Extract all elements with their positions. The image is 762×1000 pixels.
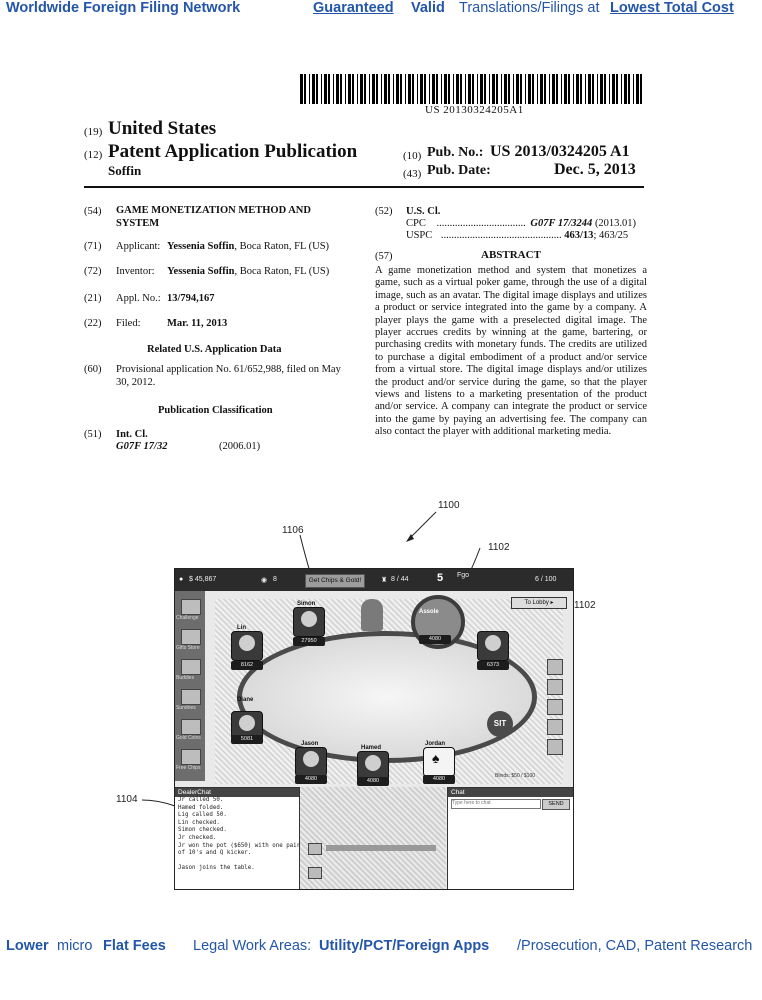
avatar [239,635,255,651]
banner-mid-text: Translations/Filings at [459,0,600,16]
dealer-line: Simon checked. [178,827,227,834]
chips-jason: 4080 [295,775,327,784]
pub-no: US 2013/0324205 A1 [490,143,630,160]
left-item-2: Buddies [176,675,195,681]
appl-number: 13/794,167 [167,293,215,304]
banner-legal: Legal Work Areas: [193,938,312,954]
emoticon-icon[interactable] [308,843,322,855]
free-chips-icon[interactable] [181,749,201,765]
banner-lower: Lower [6,938,49,954]
applicant-label: Applicant: [116,241,161,252]
left-item-3: Sundries [176,705,196,711]
sound-icon[interactable] [308,867,322,879]
game-top-bar [175,569,573,591]
code-72: (72) [84,266,102,277]
dealer-line: of 10's and Q kicker. [178,850,252,857]
sundries-icon[interactable] [181,689,201,705]
title-line-1: GAME MONETIZATION METHOD AND [116,205,311,216]
player-name-simon: Simon [297,601,316,607]
slider-track[interactable] [326,845,436,851]
code-51: (51) [84,429,102,440]
right-icon-2[interactable] [547,679,563,695]
applicant-location: , Boca Raton, FL (US) [234,241,330,252]
cpc-year: (2013.01) [594,218,637,229]
cpc-dots: .................................. [436,218,526,229]
code-21: (21) [84,293,102,304]
ref-1106: 1106 [282,525,304,536]
chat-title: Chat [448,788,574,797]
code-22: (22) [84,318,102,329]
title-line-2: SYSTEM [116,218,160,229]
provisional-line-2: 30, 2012. [116,377,156,388]
gold-coins-icon[interactable] [181,719,201,735]
poker-game-screenshot [174,568,574,890]
leader-1106 [300,535,310,572]
provisional-line-1: Provisional application No. 61/652,988, filed on May [116,364,341,375]
seat-right[interactable] [477,631,509,661]
left-item-1: Gifts Store [176,645,200,651]
appl-label: Appl. No.: [116,293,161,304]
banner-rest: /Prosecution, CAD, Patent Research [517,938,753,954]
balance: $ 45,867 [189,576,217,583]
banner-network: Worldwide Foreign Filing Network [6,0,241,16]
dealer-line: Jr checked. [178,834,217,841]
country: United States [108,118,217,139]
code-19: (19) [84,126,103,138]
pub-no-label: Pub. No.: [427,145,484,160]
right-icon-3[interactable] [547,699,563,715]
uscl-label: U.S. Cl. [406,206,441,217]
pubclass-heading: Publication Classification [158,405,273,416]
sit-button[interactable]: SIT [487,711,513,737]
player-name-jason: Jason [301,741,319,747]
dealer-line [175,858,299,866]
get-chips-button[interactable]: Get Chips & Gold! [305,574,365,588]
leader-1100 [408,512,436,540]
left-item-4: Gold Coins [176,735,201,741]
abstract-heading: ABSTRACT [481,249,541,261]
game-controls-panel [300,787,446,889]
uspc-dots: .............................................. [440,230,562,241]
chips-jordan: 4080 [423,775,455,784]
dealer-line: Jr called 50. [178,797,224,803]
inventor-label: Inventor: [116,266,155,277]
avatar [365,755,381,771]
chips-assole: 4080 [419,635,451,644]
seat-jason[interactable] [295,747,327,777]
code-12: (12) [84,149,103,161]
trophy-icon: ♜ [381,577,388,584]
chips-diane: 5081 [231,735,263,744]
filed-date: Mar. 11, 2013 [167,318,228,329]
cpc-label: CPC [406,218,426,229]
code-57: (57) [375,251,393,262]
gold-icon: ◉ [261,577,268,584]
chips-lin: 8162 [231,661,263,670]
player-name-hamed: Hamed [361,745,382,751]
gift-icon[interactable] [547,739,563,755]
ref-1102b: 1102 [574,600,596,611]
filed-label: Filed: [116,318,141,329]
dealer-line: Jason joins the table. [178,865,255,872]
banner-guaranteed[interactable]: Guaranteed [313,0,394,16]
avatar [301,611,317,627]
to-lobby-button[interactable]: To Lobby ▸ [511,597,567,609]
intcl-label: Int. Cl. [116,429,148,440]
ref-1102a: 1102 [488,542,510,553]
dealer-line: Hamed folded. [178,804,224,811]
code-71: (71) [84,241,102,252]
left-item-0: Challenge [176,615,199,621]
chat-input[interactable]: Type here to chat [451,799,541,809]
right-icon-4[interactable] [547,719,563,735]
applicant-name: Yessenia Soffin [166,241,235,252]
intcl-year: (2006.01) [219,441,261,452]
uspc-rest: ; 463/25 [593,230,629,241]
cpc-code: G07F 17/3244 [530,218,593,229]
player-name-lin: Lin [237,625,246,631]
level-number: 5 [437,572,444,584]
credits: 8 [273,576,277,583]
blinds-info: Blinds: $50 / $100 [495,773,536,779]
dealer-chat-panel [175,787,300,890]
top-player-name: Fgo [457,572,470,579]
publication-type: Patent Application Publication [108,141,358,162]
avatar [303,751,319,767]
inventor-name: Yessenia Soffin [167,266,235,277]
barcode-number: US 20130324205A1 [425,104,524,116]
dealer-avatar [361,599,383,631]
seat-simon[interactable] [293,607,325,637]
coin-icon: ● [179,576,184,583]
bottom-banner [0,938,762,960]
chips-right: 6373 [477,661,509,670]
send-button[interactable]: SEND [542,799,570,810]
banner-valid: Valid [411,0,445,16]
inventor-location: , Boca Raton, FL (US) [234,266,330,277]
pub-date: Dec. 5, 2013 [554,161,636,178]
gifts-store-icon[interactable] [181,629,201,645]
inventor-surname: Soffin [108,163,142,178]
avatar [239,715,255,731]
player-name-diane: Diane [237,697,254,703]
avatar [485,635,501,651]
related-heading: Related U.S. Application Data [147,344,282,355]
player-name-assole: Assole [419,609,439,615]
dealer-line: Lig called 50. [178,812,227,819]
uspc-label: USPC [406,230,433,241]
code-52: (52) [375,206,393,217]
abstract-text: A game monetization method and system that monetizes a game, such as a virtual poker game, through the use of a digital image, such as an avatar. The digital image displays and utilizes a product or service integrated into the game by a company. A player plays the game with a preselected digital image. The player accrues credits by winning at the game, bartering, or purchasing credits with monetary funds. The credits are utilized to purchase a digital embodiment of a product and/or service from a virtual store. The digital image displays and/or utilizes the product and/or service during the game, so that the player views and listens to a marketing presentation of the product and/or service. A company can integrate the product or service into the game by paying an advertising fee. The company can also contact the player with additional marketing media. [375,265,647,438]
uspc-code: 463/13 [564,230,594,241]
dealer-line: Lin checked. [178,819,220,826]
chat-panel [447,787,574,890]
right-icon-1[interactable] [547,659,563,675]
seat-lin[interactable] [231,631,263,661]
code-54: (54) [84,206,102,217]
chips-hamed: 4080 [357,777,389,786]
spade-icon: ♠ [432,752,440,767]
dealer-chat-title: DealerChat [175,788,299,797]
banner-areas[interactable]: Utility/PCT/Foreign Apps [319,938,490,954]
challenge-icon[interactable] [181,599,201,615]
leader-1104 [142,800,175,806]
seats-count: 6 / 100 [535,576,557,583]
ref-1104: 1104 [116,794,138,805]
buddies-icon[interactable] [181,659,201,675]
level-progress: 8 / 44 [391,576,409,583]
banner-micro: micro [57,938,93,954]
player-name-jordan: Jordan [425,741,446,747]
banner-flat-fees: Flat Fees [103,938,166,954]
chips-simon: 27950 [293,637,325,646]
code-60: (60) [84,364,102,375]
ref-1100: 1100 [438,500,460,511]
code-43: (43) [403,168,422,180]
code-10: (10) [403,150,422,162]
intcl-code: G07F 17/32 [116,441,168,452]
banner-lowest-cost[interactable]: Lowest Total Cost [610,0,734,16]
left-menu-rail [175,591,205,781]
dealer-line: Jr won the pot ($650) with one pair [178,842,301,849]
seat-jordan[interactable] [423,747,455,777]
left-item-5: Free Chips [176,765,201,771]
pub-date-label: Pub. Date: [427,163,491,178]
